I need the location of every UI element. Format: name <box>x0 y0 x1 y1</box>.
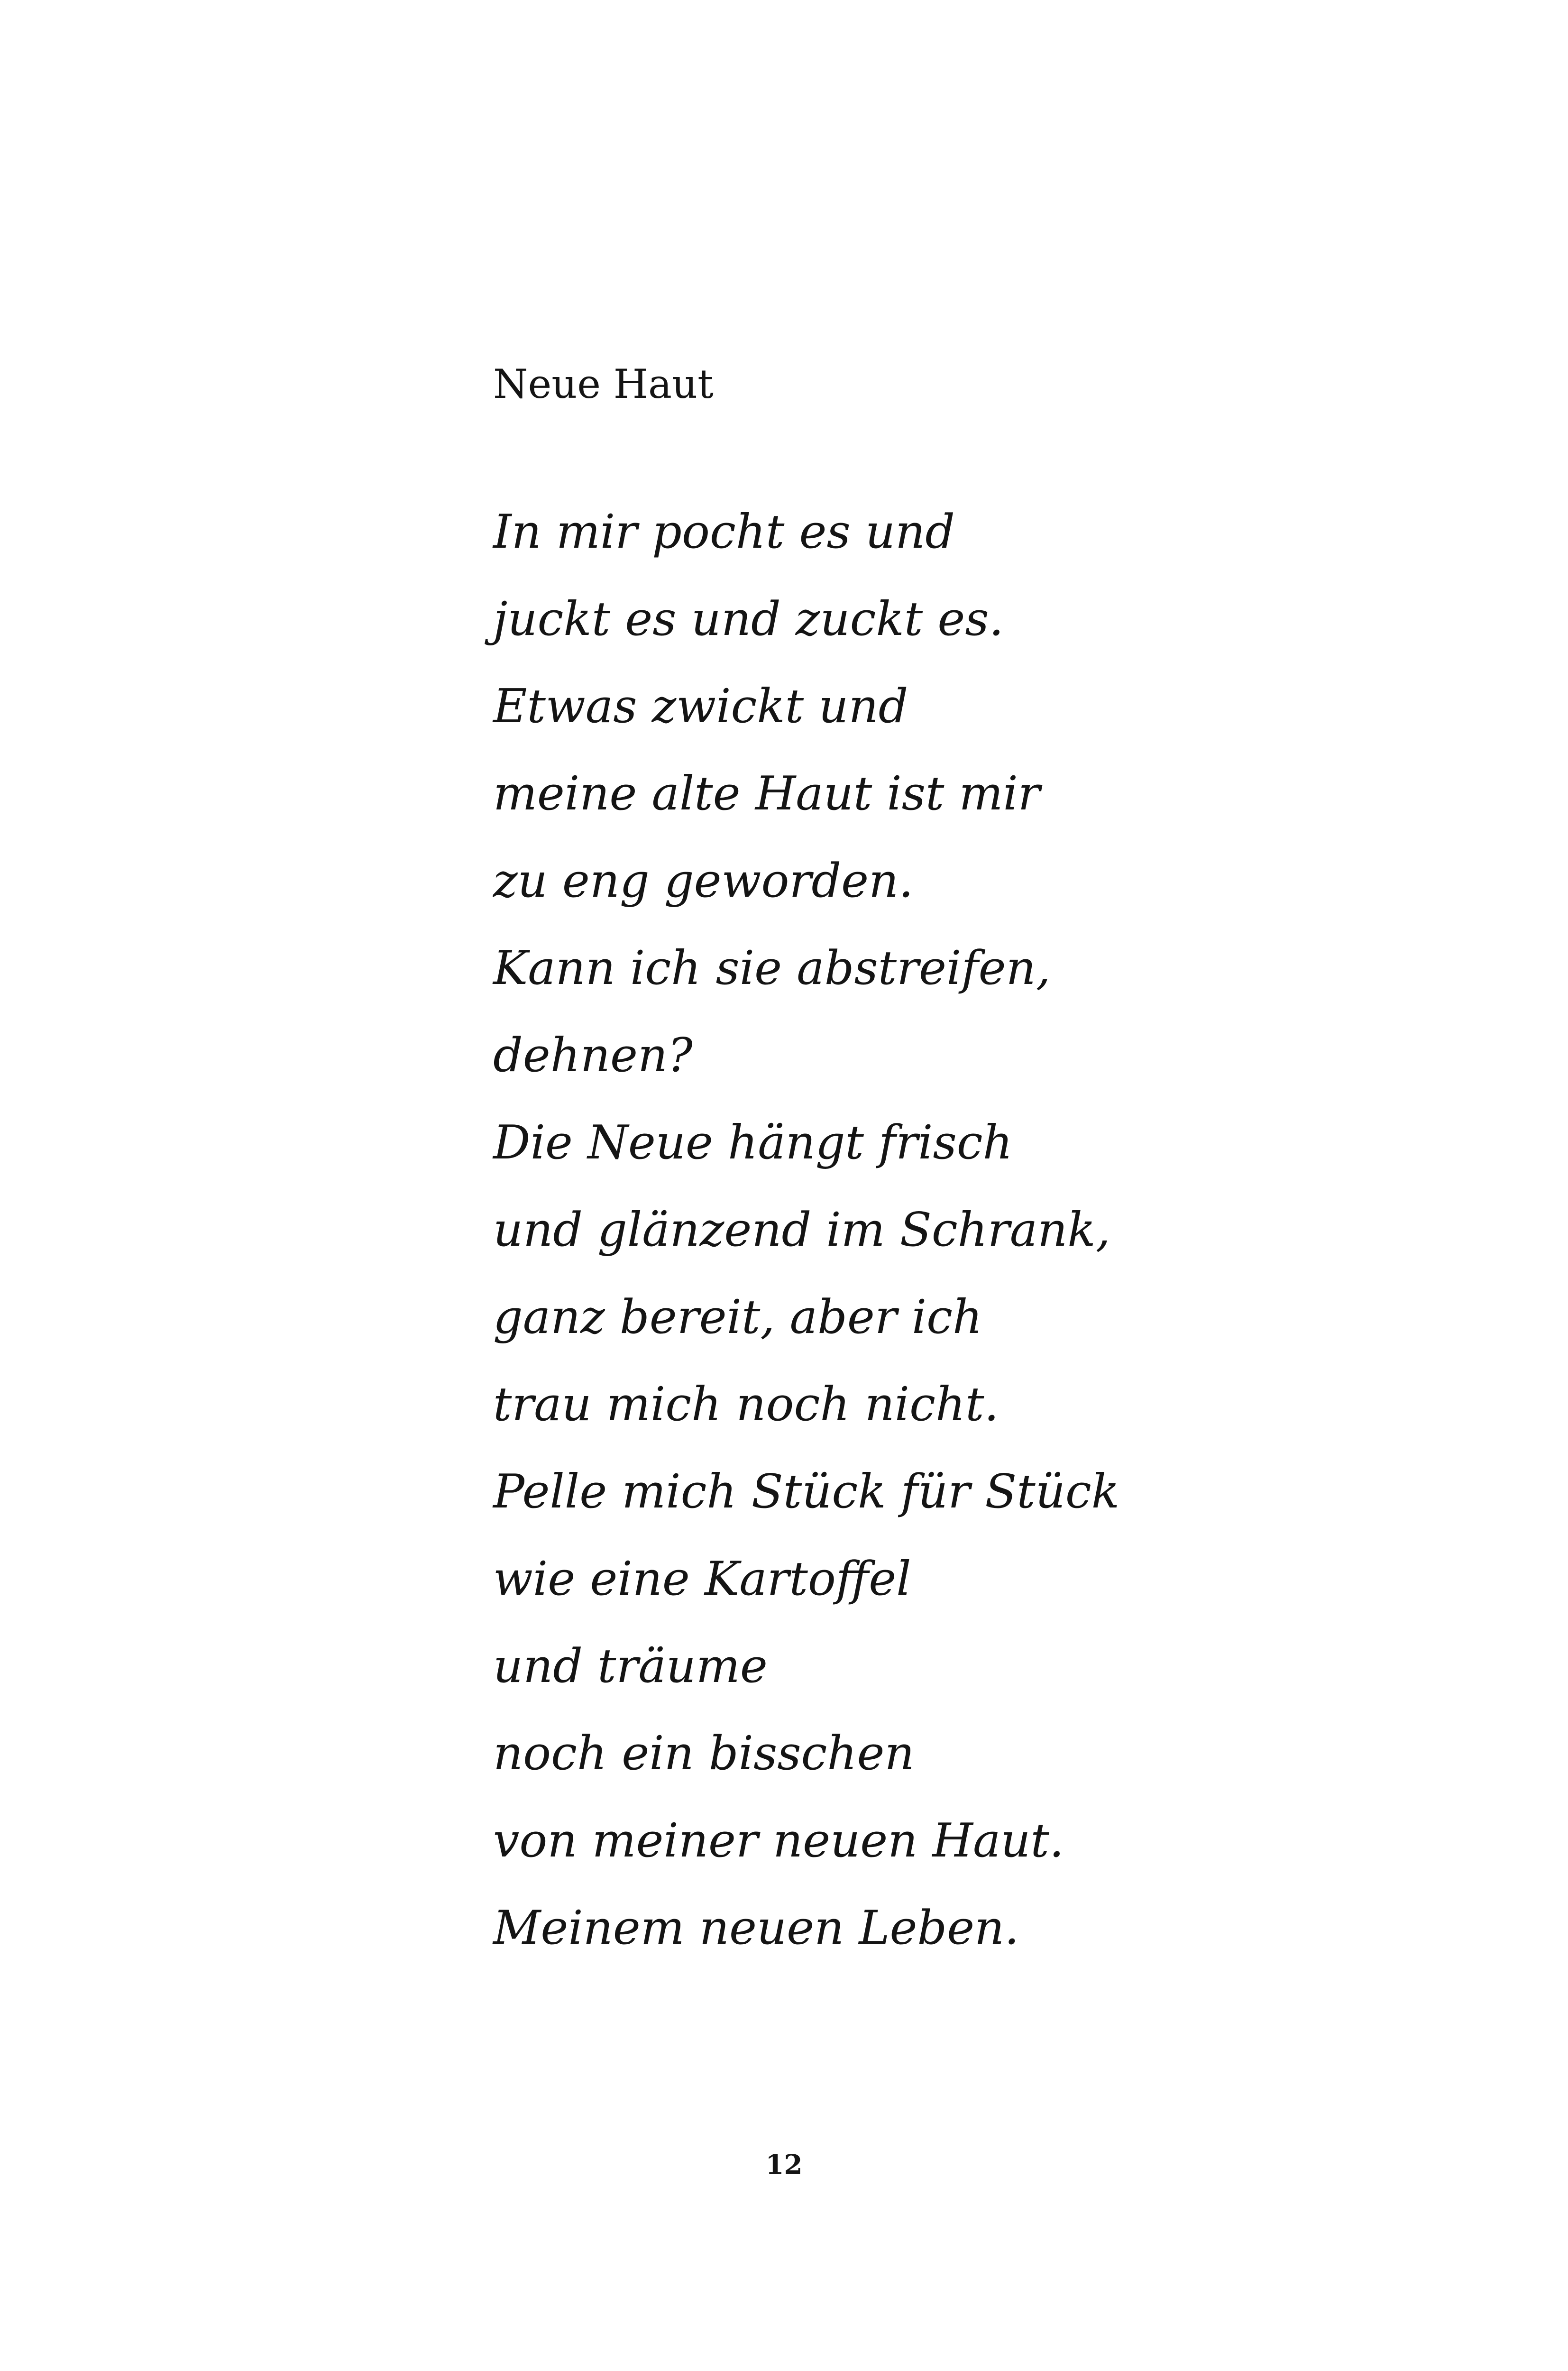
poem-body <box>493 488 1119 1972</box>
poem-line: wie eine Kartoffel <box>493 1552 911 1606</box>
poem-line: trau mich noch nicht. <box>493 1378 999 1432</box>
poem-line: Etwas zwickt und <box>493 680 908 734</box>
poem-line: Die Neue hängt frisch <box>493 1116 1013 1170</box>
poem-title: Neue Haut <box>493 361 714 407</box>
poem-line: und träume <box>493 1639 768 1693</box>
poem-line: meine alte Haut ist mir <box>493 767 1040 821</box>
poem-line: ganz bereit, aber ich <box>493 1290 983 1344</box>
poem-line: von meiner neuen Haut. <box>493 1814 1064 1868</box>
poem-line: dehnen? <box>493 1029 693 1083</box>
poem-line: juckt es und zuckt es. <box>493 592 1004 646</box>
poem-line: Meinem neuen Leben. <box>493 1901 1019 1955</box>
poem-line: Pelle mich Stück für Stück <box>493 1465 1120 1519</box>
poem-line: und glänzend im Schrank, <box>493 1203 1110 1257</box>
page-number: 12 <box>765 2149 803 2180</box>
poem-line: zu eng geworden. <box>493 854 914 908</box>
poem-line: noch ein bisschen <box>493 1727 915 1781</box>
poem-line: Kann ich sie abstreifen, <box>493 941 1051 995</box>
poem-line: In mir pocht es und <box>493 505 955 559</box>
